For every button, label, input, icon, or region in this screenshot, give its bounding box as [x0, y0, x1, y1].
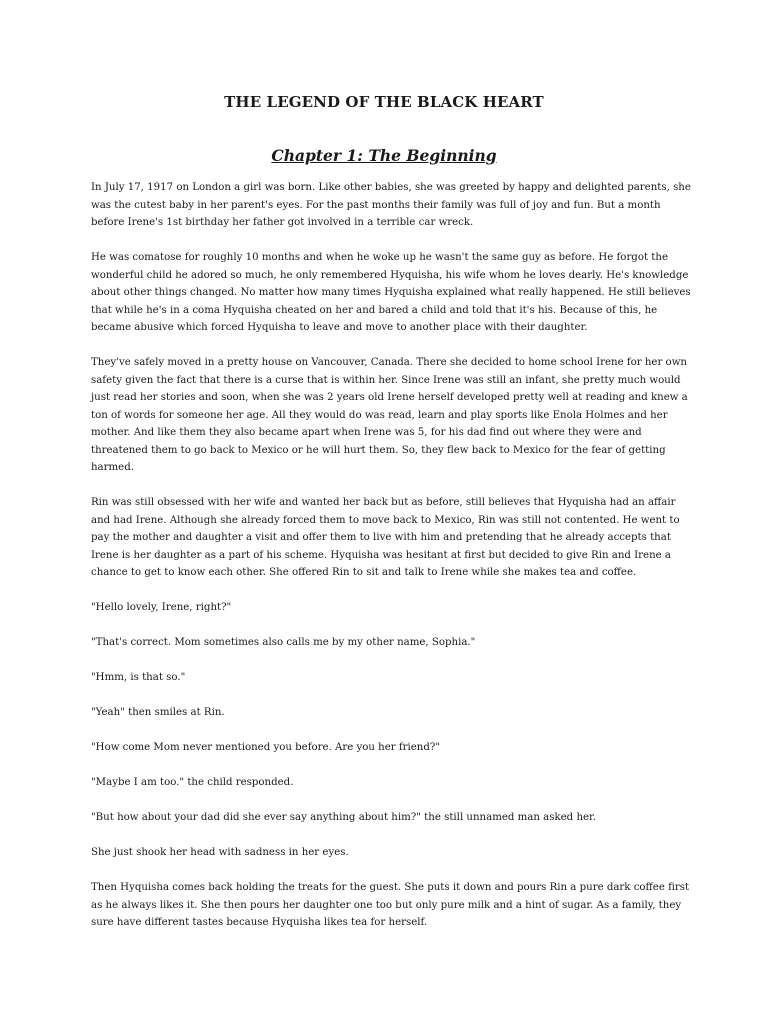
paragraph: "Hello lovely, Irene, right?": [91, 602, 232, 613]
document-body: [91, 179, 691, 949]
paragraph: "Hmm, is that so.": [91, 672, 186, 683]
paragraph: "That's correct. Mom sometimes also calls me by my other name, Sophia.": [91, 637, 476, 648]
chapter-title: Chapter 1: The Beginning: [271, 146, 497, 165]
paragraph: He was comatose for roughly 10 months and when he woke up he wasn't the same guy as before. He forgot the wonderful child he adored so much, he only remembered Hyquisha, his wife whom he loves dearly. He's knowledge about other things changed. No matter how many times Hyquisha explained what really happened. He still believes that while he's in a coma Hyquisha cheated on her and bared a child and told that it's his. Because of this, he became abusive which forced Hyquisha to leave and move to another place with their daughter.: [91, 252, 691, 333]
paragraph: "Maybe I am too." the child responded.: [91, 777, 294, 788]
document-title: THE LEGEND OF THE BLACK HEART: [224, 93, 544, 111]
paragraph: "How come Mom never mentioned you before. Are you her friend?": [91, 742, 441, 753]
paragraph: In July 17, 1917 on London a girl was born. Like other babies, she was greeted by happy and delighted parents, she was the cutest baby in her parent's eyes. For the past months their family was full of joy and fun. But a month before Irene's 1st birthday her father got involved in a terrible car wreck.: [91, 182, 691, 228]
paragraph: "Yeah" then smiles at Rin.: [91, 707, 225, 718]
paragraph: They've safely moved in a pretty house on Vancouver, Canada. There she decided to home school Irene for her own safety given the fact that there is a curse that is within her. Since Irene was still an infant, she pretty much would just read her stories and soon, when she was 2 years old Irene herself developed pretty well at reading and knew a ton of words for someone her age. All they would do was read, learn and play sports like Enola Holmes and her mother. And like them they also became apart when Irene was 5, for his dad find out where they were and threatened them to go back to Mexico or he will hurt them. So, they flew back to Mexico for the fear of getting harmed.: [91, 357, 688, 473]
paragraph: She just shook her head with sadness in her eyes.: [91, 847, 349, 858]
paragraph: Rin was still obsessed with her wife and wanted her back but as before, still believes that Hyquisha had an affair and had Irene. Although she already forced them to move back to Mexico, Rin was still not contented. He went to pay the mother and daughter a visit and offer them to live with him and pretending that he already accepts that Irene is her daughter as a part of his scheme. Hyquisha was hesitant at first but decided to give Rin and Irene a chance to get to know each other. She offered Rin to sit and talk to Irene while she makes tea and coffee.: [91, 497, 680, 578]
paragraph: Then Hyquisha comes back holding the treats for the guest. She puts it down and pours Rin a pure dark coffee first as he always likes it. She then pours her daughter one too but only pure milk and a hint of sugar. As a family, they sure have different tastes because Hyquisha likes tea for herself.: [91, 882, 690, 928]
paragraph: "But how about your dad did she ever say anything about him?" the still unnamed man asked her.: [91, 812, 597, 823]
